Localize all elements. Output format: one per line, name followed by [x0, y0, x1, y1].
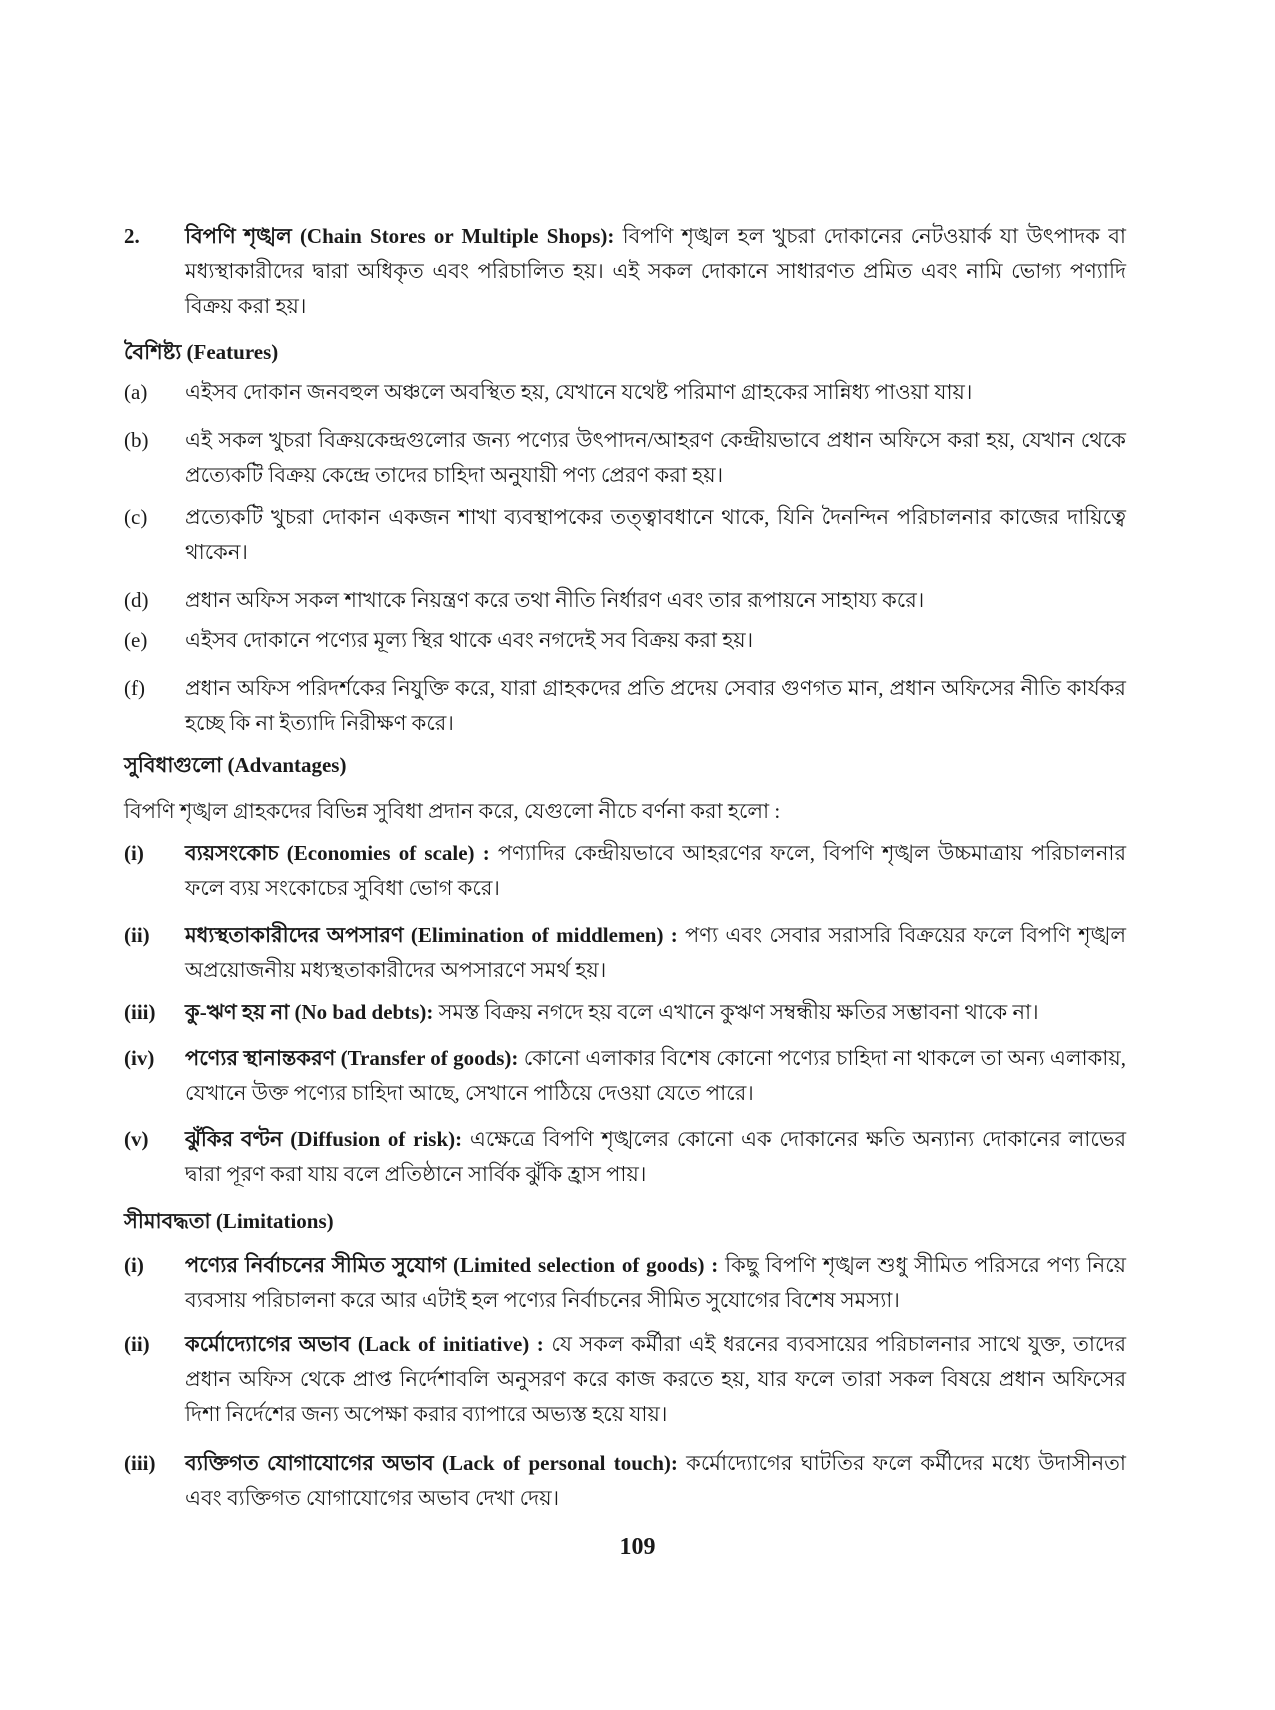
item-text: কর্মোদ্যোগের ঘাটতির ফলে কর্মীদের মধ্যে উদাসীনতা এবং ব্যক্তিগত যোগাযোগের অভাব দেখা দেয়। [185, 1451, 1127, 1510]
item-label: (f) [124, 676, 145, 700]
item-label: (v) [124, 1127, 149, 1151]
advantage-item [124, 1122, 1126, 1192]
advantages-intro: বিপণি শৃঙ্খল গ্রাহকদের বিভিন্ন সুবিধা প্রদান করে, যেগুলো নীচে বর্ণনা করা হলো : [124, 799, 781, 823]
advantage-item [124, 918, 1126, 988]
features-heading: বৈশিষ্ট্য (Features) [124, 340, 279, 364]
item-text: কোনো এলাকার বিশেষ কোনো পণ্যের চাহিদা না থাকলে তা অন্য এলাকায়, যেখানে উক্ত পণ্যের চাহিদা আছে, সেখানে পাঠিয়ে দেওয়া যেতে পারে। [185, 1046, 1126, 1105]
advantage-item [124, 995, 1126, 1030]
item-text: এইসব দোকান জনবহুল অঞ্চলে অবস্থিত হয়, যেখানে যথেষ্ট পরিমাণ গ্রাহকের সান্নিধ্য পাওয়া যায়। [185, 380, 973, 404]
feature-item [124, 375, 1126, 410]
item-label: (a) [124, 380, 148, 404]
section-text: বিপণি শৃঙ্খল হল খুচরা দোকানের নেটওয়ার্ক যা উৎপাদক বা মধ্যস্থাকারীদের দ্বারা অধিকৃত এবং পরিচালিত হয়। এই সকল দোকানে সাধারণত প্রমিত এবং নামি ভোগ্য পণ্যাদি বিক্রয় করা হয়। [185, 224, 1126, 318]
limitation-item [124, 1327, 1126, 1432]
item-label: (i) [124, 841, 144, 865]
item-text: এইসব দোকানে পণ্যের মূল্য স্থির থাকে এবং নগদেই সব বিক্রয় করা হয়। [185, 628, 754, 652]
advantages-heading: সুবিধাগুলো (Advantages) [124, 753, 347, 777]
item-label: (b) [124, 428, 149, 452]
item-term: মধ্যস্থতাকারীদের অপসারণ (Elimination of middlemen) : [185, 923, 678, 947]
item-text: প্রধান অফিস সকল শাখাকে নিয়ন্ত্রণ করে তথা নীতি নির্ধারণ এবং তার রূপায়নে সাহায্য করে। [185, 588, 925, 612]
item-label: (iv) [124, 1046, 155, 1070]
item-text: সমস্ত বিক্রয় নগদে হয় বলে এখানে কুঋণ সম্বন্ধীয় ক্ষতির সম্ভাবনা থাকে না। [438, 1000, 1039, 1024]
item-label: (e) [124, 628, 148, 652]
item-text: কিছু বিপণি শৃঙ্খল শুধু সীমিত পরিসরে পণ্য নিয়ে ব্যবসায় পরিচালনা করে আর এটাই হল পণ্যের নির্বাচনের সীমিত সুযোগের বিশেষ সমস্যা। [185, 1253, 1127, 1312]
item-label: (iii) [124, 1000, 156, 1024]
item-text: এক্ষেত্রে বিপণি শৃঙ্খলের কোনো এক দোকানের ক্ষতি অন্যান্য দোকানের লাভের দ্বারা পূরণ করা যায় বলে প্রতিষ্ঠানে সার্বিক ঝুঁকি হ্রাস পায়। [185, 1127, 1127, 1186]
page-number: 109 [619, 1534, 656, 1560]
advantage-item [124, 1041, 1126, 1111]
advantage-item [124, 836, 1126, 906]
limitation-item [124, 1248, 1126, 1318]
item-term: পণ্যের স্থানান্তকরণ (Transfer of goods): [185, 1046, 519, 1070]
item-label: (i) [124, 1253, 144, 1277]
item-text: প্রধান অফিস পরিদর্শকের নিযুক্তি করে, যারা গ্রাহকদের প্রতি প্রদেয় সেবার গুণগত মান, প্রধান অফিসের নীতি কার্যকর হচ্ছে কি না ইত্যাদি নিরীক্ষণ করে। [185, 676, 1126, 735]
limitations-heading: সীমাবদ্ধতা (Limitations) [124, 1209, 334, 1233]
item-term: ঝুঁকির বণ্টন (Diffusion of risk): [185, 1127, 463, 1151]
item-text: যে সকল কর্মীরা এই ধরনের ব্যবসায়ের পরিচালনার সাথে যুক্ত, তাদের প্রধান অফিস থেকে প্রাপ্ত নির্দেশাবলি অনুসরণ করে কাজ করতে হয়, যার ফলে তারা সকল বিষয়ে প্রধান অফিসের দিশা নির্দেশের জন্য অপেক্ষা করার ব্যাপারে অভ্যস্ত হয়ে যায়। [185, 1332, 1127, 1426]
item-label: (d) [124, 588, 149, 612]
section-number: 2. [124, 224, 140, 248]
item-term: কু-ঋণ হয় না (No bad debts): [185, 1000, 434, 1024]
feature-item [124, 583, 1126, 618]
feature-item [124, 423, 1126, 493]
item-label: (c) [124, 505, 148, 529]
item-term: ব্যক্তিগত যোগাযোগের অভাব (Lack of personal touch): [185, 1451, 678, 1475]
feature-item [124, 671, 1126, 741]
section-2-paragraph [124, 219, 1126, 324]
item-term: কর্মোদ্যোগের অভাব (Lack of initiative) : [185, 1332, 544, 1356]
item-label: (ii) [124, 1332, 150, 1356]
item-label: (ii) [124, 923, 150, 947]
section-term: বিপণি শৃঙ্খল (Chain Stores or Multiple Shops): [185, 224, 615, 248]
item-text: পণ্যাদির কেন্দ্রীয়ভাবে আহরণের ফলে, বিপণি শৃঙ্খল উচ্চমাত্রায় পরিচালনার ফলে ব্যয় সংকোচের সুবিধা ভোগ করে। [185, 841, 1127, 900]
item-text: এই সকল খুচরা বিক্রয়কেন্দ্রগুলোর জন্য পণ্যের উৎপাদন/আহরণ কেন্দ্রীয়ভাবে প্রধান অফিসে করা হয়, যেখান থেকে প্রত্যেকটি বিক্রয় কেন্দ্রে তাদের চাহিদা অনুযায়ী পণ্য প্রেরণ করা হয়। [185, 428, 1126, 487]
item-label: (iii) [124, 1451, 156, 1475]
item-text: পণ্য এবং সেবার সরাসরি বিক্রয়ের ফলে বিপণি শৃঙ্খল অপ্রয়োজনীয় মধ্যস্থতাকারীদের অপসারণে সমর্থ হয়। [185, 923, 1127, 982]
limitation-item [124, 1446, 1126, 1516]
item-term: ব্যয়সংকোচ (Economies of scale) : [185, 841, 490, 865]
feature-item [124, 623, 1126, 658]
item-term: পণ্যের নির্বাচনের সীমিত সুযোগ (Limited selection of goods) : [185, 1253, 719, 1277]
feature-item [124, 500, 1126, 570]
item-text: প্রত্যেকটি খুচরা দোকান একজন শাখা ব্যবস্থাপকের তত্ত্বাবধানে থাকে, যিনি দৈনন্দিন পরিচালনার কাজের দায়িত্বে থাকেন। [185, 505, 1126, 564]
